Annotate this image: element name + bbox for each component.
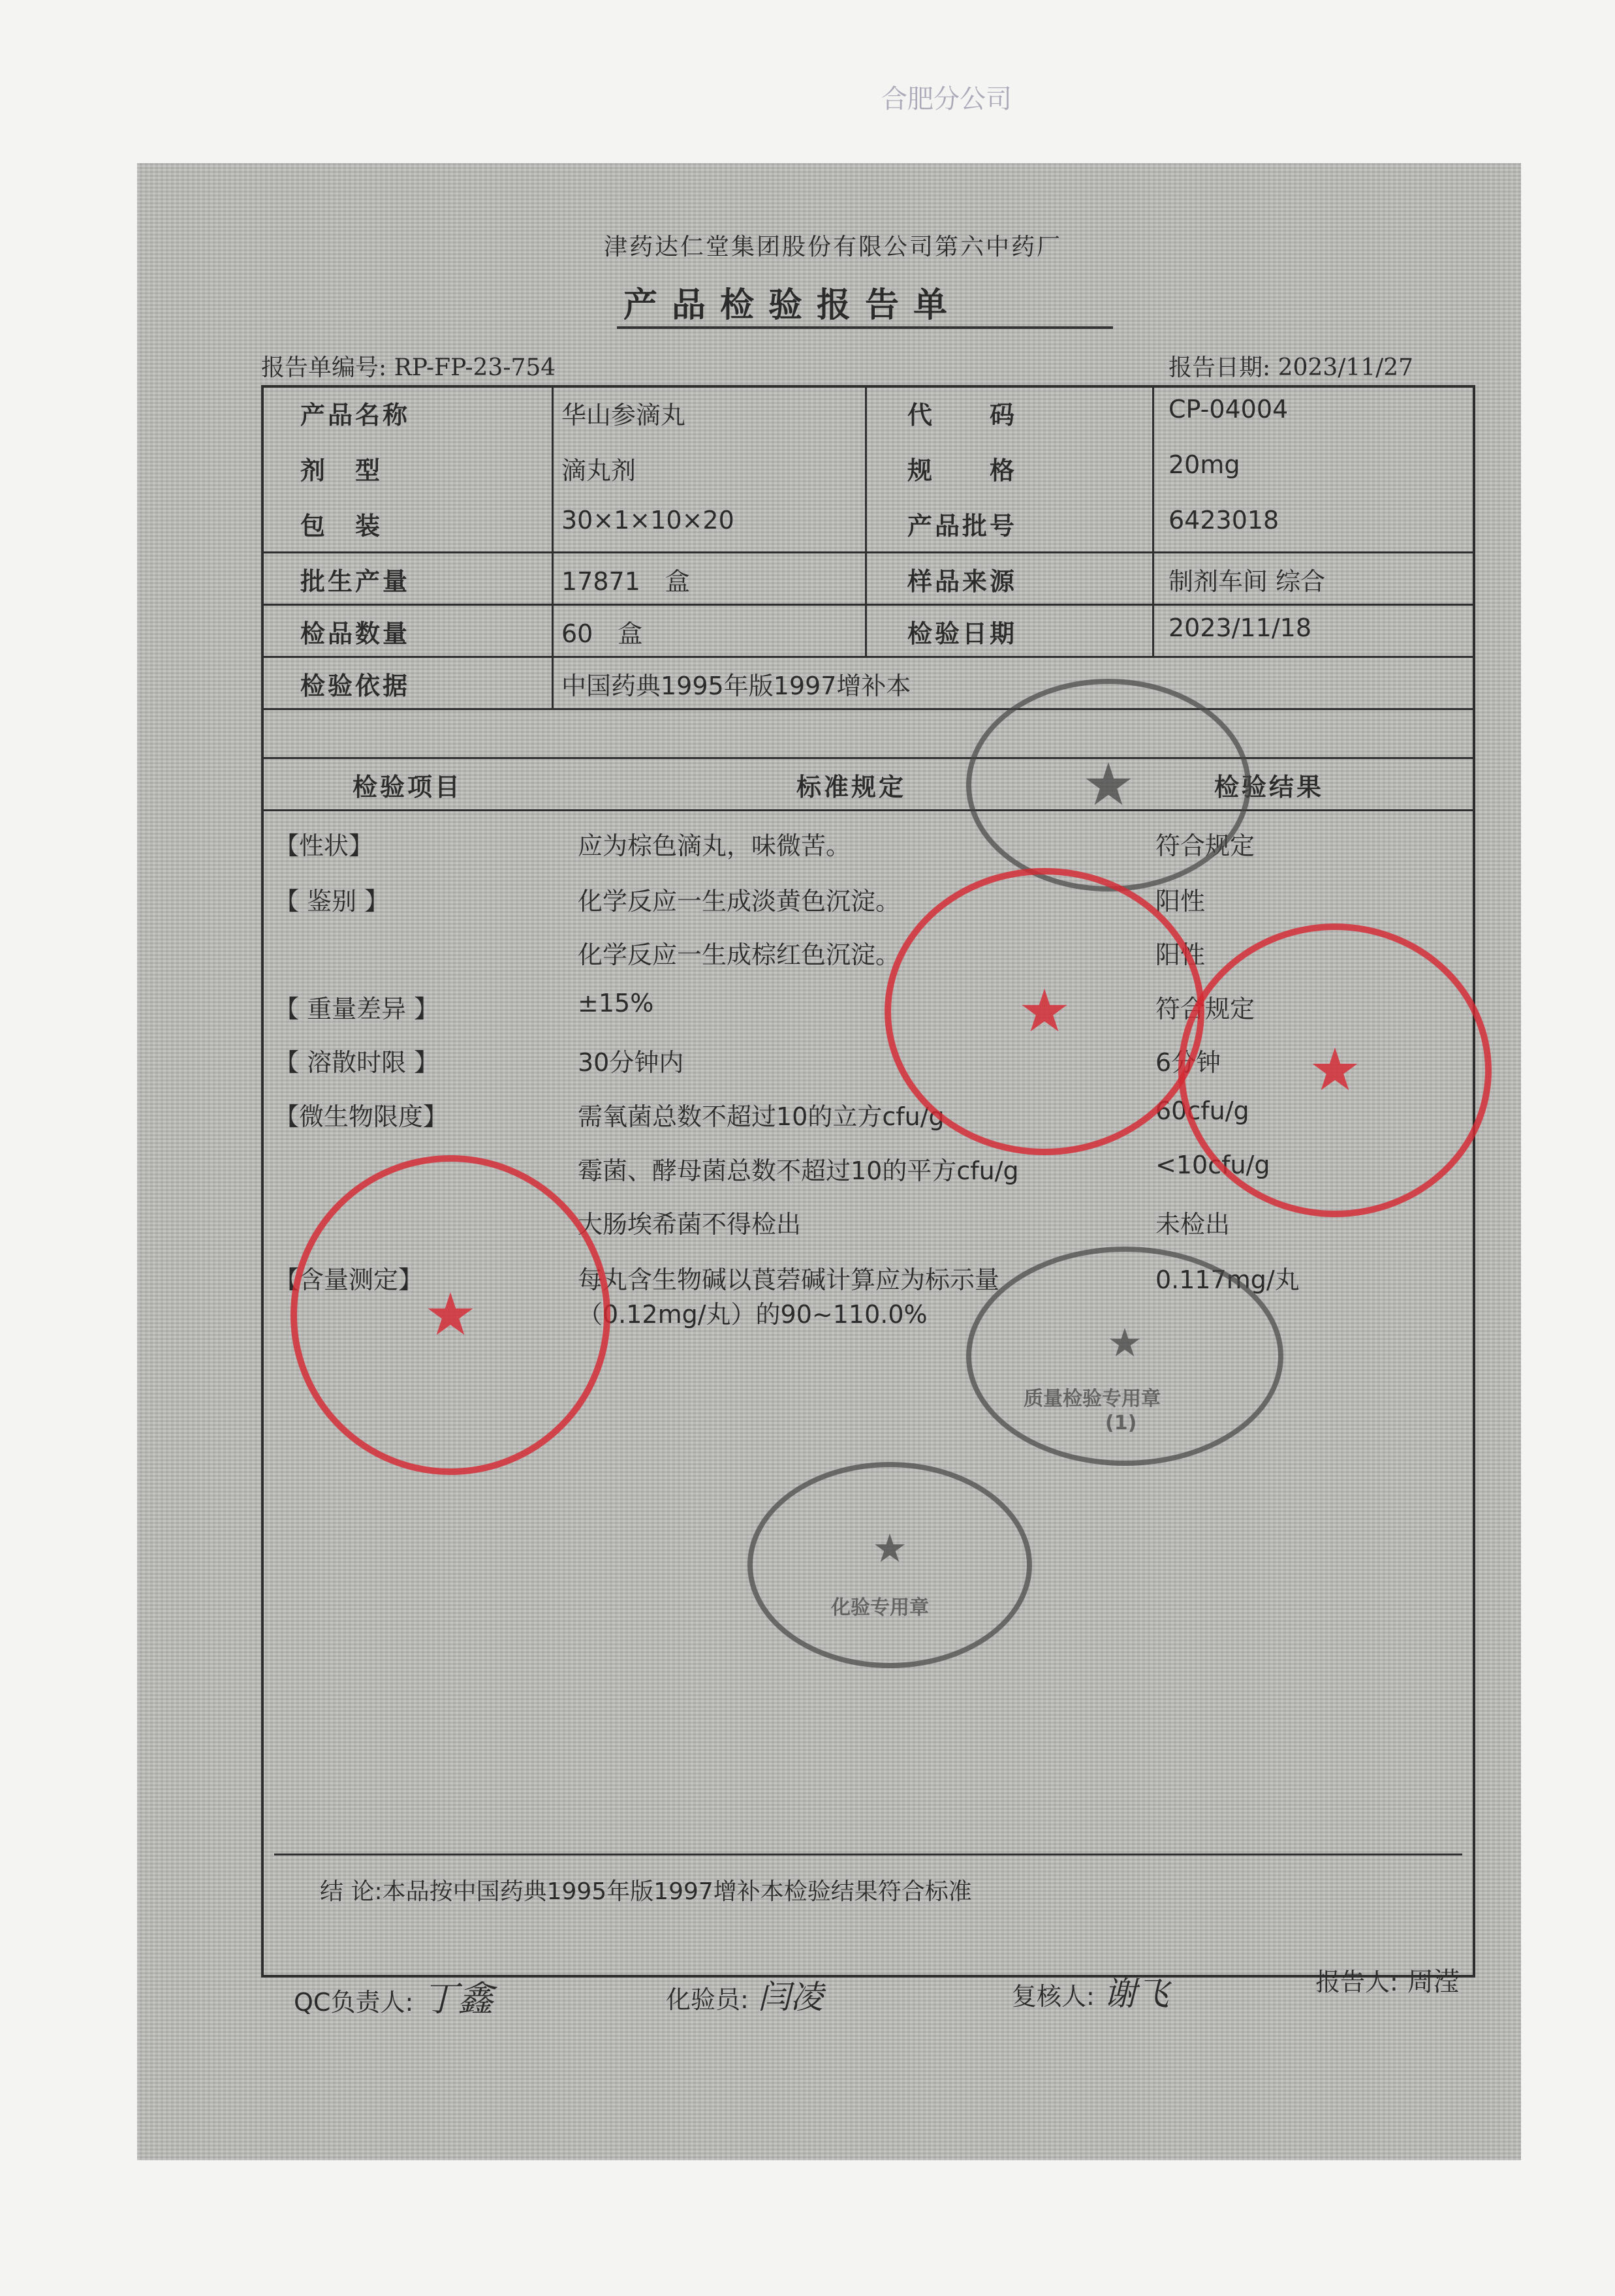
result-standard: 应为棕色滴丸，味微苦。 [578, 831, 851, 860]
title-underline [617, 326, 1113, 329]
seal-star-icon: ★ [1107, 1320, 1142, 1366]
table-border-right [1473, 385, 1475, 1978]
col-header-standard: 标准规定 [796, 773, 907, 801]
qc-signature [294, 1971, 493, 2021]
col-line [552, 385, 554, 708]
red-seal-right [1178, 923, 1492, 1217]
table-border-left [261, 385, 264, 1978]
package: 30×1×10×20 [561, 506, 734, 535]
reporter-name: 周滢 [1407, 1967, 1460, 1997]
company-name: 津药达仁堂集团股份有限公司第六中药厂 [604, 234, 1063, 260]
row-line [261, 708, 1475, 710]
tester-signature [666, 1971, 823, 2018]
batch-quantity: 17871 盒 [561, 567, 690, 596]
row-line [261, 551, 1475, 553]
results-header-line [261, 809, 1475, 811]
reporter-signature [1315, 1961, 1460, 1998]
test-basis-label: 检验依据 [300, 672, 411, 700]
sample-quantity-label: 检品数量 [300, 619, 411, 648]
sample-quantity: 60 盒 [561, 619, 643, 648]
col-line [1152, 385, 1154, 656]
reviewer-signature [1012, 1968, 1169, 2015]
row-line [261, 656, 1475, 658]
quality-inspection-seal [966, 1247, 1283, 1466]
seal-star-icon: ★ [424, 1280, 477, 1349]
reviewer-name: 谢飞 [1103, 1975, 1169, 2013]
col-line [865, 385, 867, 656]
result-standard: 每丸含生物碱以莨菪碱计算应为标示量 [578, 1265, 1000, 1294]
table-border-top [261, 385, 1475, 388]
seal-star-icon: ★ [1308, 1036, 1362, 1104]
col-header-result: 检验结果 [1214, 773, 1325, 801]
red-seal-left [290, 1155, 610, 1475]
quality-seal-number: (1) [1105, 1412, 1137, 1435]
code-label: 代 码 [907, 401, 1018, 429]
report-date-value: 2023/11/27 [1278, 354, 1414, 381]
red-seal-center [885, 868, 1204, 1155]
row-line [261, 604, 1475, 606]
dosage-form: 滴丸剂 [561, 456, 636, 485]
col-header-item: 检验项目 [353, 773, 463, 801]
result-standard: 30分钟内 [578, 1048, 684, 1077]
sample-source: 制剂车间 综合 [1168, 567, 1326, 596]
grey-seal-top [966, 679, 1251, 892]
pencil-note: 合肥分公司 [881, 84, 1012, 114]
report-date [1168, 349, 1413, 382]
specification: 20mg [1168, 450, 1240, 479]
test-date-label: 检验日期 [907, 619, 1018, 648]
quality-seal-text: 质量检验专用章 [1024, 1388, 1161, 1410]
product-code: CP-04004 [1168, 395, 1289, 424]
sample-source-label: 样品来源 [907, 567, 1018, 596]
batch-quantity-label: 批生产量 [300, 567, 411, 596]
reporter-label: 报告人: [1315, 1968, 1398, 1996]
result-item: 【 重量差异 】 [274, 995, 439, 1023]
conclusion-text: 结 论:本品按中国药典1995年版1997增补本检验结果符合标准 [320, 1878, 972, 1905]
result-standard: （0.12mg/丸）的90~110.0% [578, 1300, 928, 1329]
product-name: 华山参滴丸 [561, 401, 686, 429]
product-name-label: 产品名称 [300, 401, 411, 429]
result-standard: 霉菌、酵母菌总数不超过10的平方cfu/g [578, 1156, 1019, 1185]
result-standard: 化学反应一生成淡黄色沉淀。 [578, 887, 901, 916]
package-label: 包 装 [300, 512, 383, 540]
form-label: 剂 型 [300, 456, 383, 485]
row-line [261, 757, 1475, 759]
report-number [261, 349, 556, 382]
result-value: 60cfu/g [1155, 1096, 1249, 1125]
qc-name: 丁鑫 [422, 1978, 494, 2019]
result-item: 【性状】 [274, 831, 374, 860]
result-value: 6分钟 [1155, 1048, 1221, 1077]
report-number-value: RP-FP-23-754 [394, 354, 556, 381]
result-value: 符合规定 [1155, 831, 1255, 860]
test-basis: 中国药典1995年版1997增补本 [561, 672, 911, 700]
result-item: 【 溶散时限 】 [274, 1048, 439, 1077]
result-value: 符合规定 [1155, 995, 1255, 1023]
reviewer-label: 复核人: [1012, 1982, 1095, 2011]
batch-number: 6423018 [1168, 506, 1279, 535]
seal-star-icon: ★ [1082, 751, 1135, 819]
report-number-label: 报告单编号: [261, 354, 387, 381]
result-value: 阳性 [1155, 887, 1206, 916]
result-item: 【微生物限度】 [274, 1102, 448, 1131]
result-value: <10cfu/g [1155, 1151, 1270, 1179]
result-item: 【含量测定】 [274, 1265, 424, 1294]
spec-label: 规 格 [907, 456, 1018, 485]
batch-label: 产品批号 [907, 512, 1018, 540]
report-date-label: 报告日期: [1168, 354, 1271, 381]
result-value: 未检出 [1155, 1210, 1231, 1239]
conclusion-line-top [274, 1854, 1462, 1855]
qc-label: QC负责人: [294, 1988, 414, 2017]
result-standard: 大肠埃希菌不得检出 [578, 1210, 802, 1239]
result-standard: ±15% [578, 989, 654, 1017]
result-item: 【 鉴别 】 [274, 887, 390, 916]
seal-star-icon: ★ [1018, 977, 1071, 1046]
seal-star-icon: ★ [872, 1526, 907, 1572]
tester-name: 闫凌 [757, 1978, 823, 2016]
result-standard: 化学反应一生成棕红色沉淀。 [578, 940, 901, 969]
result-standard: 需氧菌总数不超过10的立方cfu/g [578, 1102, 945, 1131]
inspection-seal-text: 化验专用章 [831, 1596, 929, 1619]
tester-label: 化验员: [666, 1985, 749, 2014]
result-value: 0.117mg/丸 [1155, 1265, 1300, 1294]
inspection-seal [747, 1462, 1032, 1668]
result-value: 阳性 [1155, 940, 1206, 969]
test-date: 2023/11/18 [1168, 613, 1312, 642]
report-title: 产品检验报告单 [623, 285, 962, 325]
